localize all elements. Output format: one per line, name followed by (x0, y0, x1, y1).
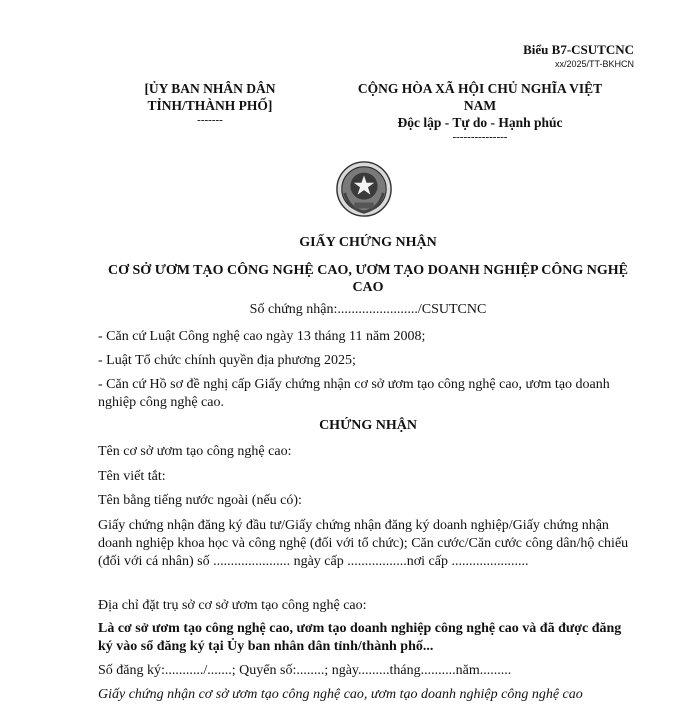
field-short-name: Tên viết tắt: (98, 469, 166, 484)
legal-basis-2: - Luật Tổ chức chính quyền địa phương 2025; (98, 353, 356, 368)
authority-rule: ------- (197, 114, 223, 126)
motto-rule: --------------- (452, 131, 508, 143)
legal-basis-1: - Căn cứ Luật Công nghệ cao ngày 13 tháng 11 năm 2008; (98, 329, 426, 344)
declaration: Là cơ sở ươm tạo công nghệ cao, ươm tạo doanh nghiệp công nghệ cao và đã được đăng ký vào sổ đăng ký tại Ủy ban nhân dân tỉnh/thành phố... (98, 621, 622, 654)
national-heading (335, 80, 625, 143)
field-registration: Giấy chứng nhận đăng ký đầu tư/Giấy chứng nhận đăng ký doanh nghiệp/Giấy chứng nhận doanh nghiệp khoa học và công nghệ (đối với tổ chức); Căn cước/Căn cước công dân/hộ chiếu (đối với cá nhân) số ...................... ngày cấp .................nơi cấp ...................... (98, 518, 629, 569)
field-foreign-name: Tên bằng tiếng nước ngoài (nếu có): (98, 493, 302, 508)
nation-line-1: CỘNG HÒA XÃ HỘI CHỦ NGHĨA VIỆT (357, 81, 603, 96)
authority-line-1: [ỦY BAN NHÂN DÂN (144, 81, 276, 96)
section-title: CHỨNG NHẬN (319, 418, 417, 433)
issuing-authority (130, 80, 290, 126)
field-address: Địa chỉ đặt trụ sở cơ sở ươm tạo công nghệ cao: (98, 598, 367, 613)
footer-note: Giấy chứng nhận cơ sở ươm tạo công nghệ cao, ươm tạo doanh nghiệp công nghệ cao (98, 687, 583, 702)
field-name: Tên cơ sở ươm tạo công nghệ cao: (98, 444, 292, 459)
form-reference: xx/2025/TT-BKHCN (554, 59, 634, 69)
certificate-subtitle: CƠ SỞ ƯƠM TẠO CÔNG NGHỆ CAO, ƯƠM TẠO DOANH NGHIỆP CÔNG NGHỆ CAO (108, 263, 628, 295)
register-line: Số đăng ký:.........../.......; Quyển số:........; ngày.........tháng..........năm......... (98, 663, 512, 678)
motto: Độc lập - Tự do - Hạnh phúc (397, 115, 563, 130)
certificate-number: Số chứng nhận:......................./CSUTCNC (249, 302, 487, 317)
national-emblem-icon (335, 160, 393, 218)
nation-line-2: NAM (463, 98, 497, 113)
certificate-title: GIẤY CHỨNG NHẬN (299, 235, 437, 250)
form-code: Biểu B7-CSUTCNC (523, 42, 634, 57)
legal-basis-3: - Căn cứ Hồ sơ đề nghị cấp Giấy chứng nhận cơ sở ươm tạo công nghệ cao, ươm tạo doanh nghiệp công nghệ cao. (98, 377, 610, 410)
authority-line-2: TỈNH/THÀNH PHỐ] (147, 98, 273, 113)
